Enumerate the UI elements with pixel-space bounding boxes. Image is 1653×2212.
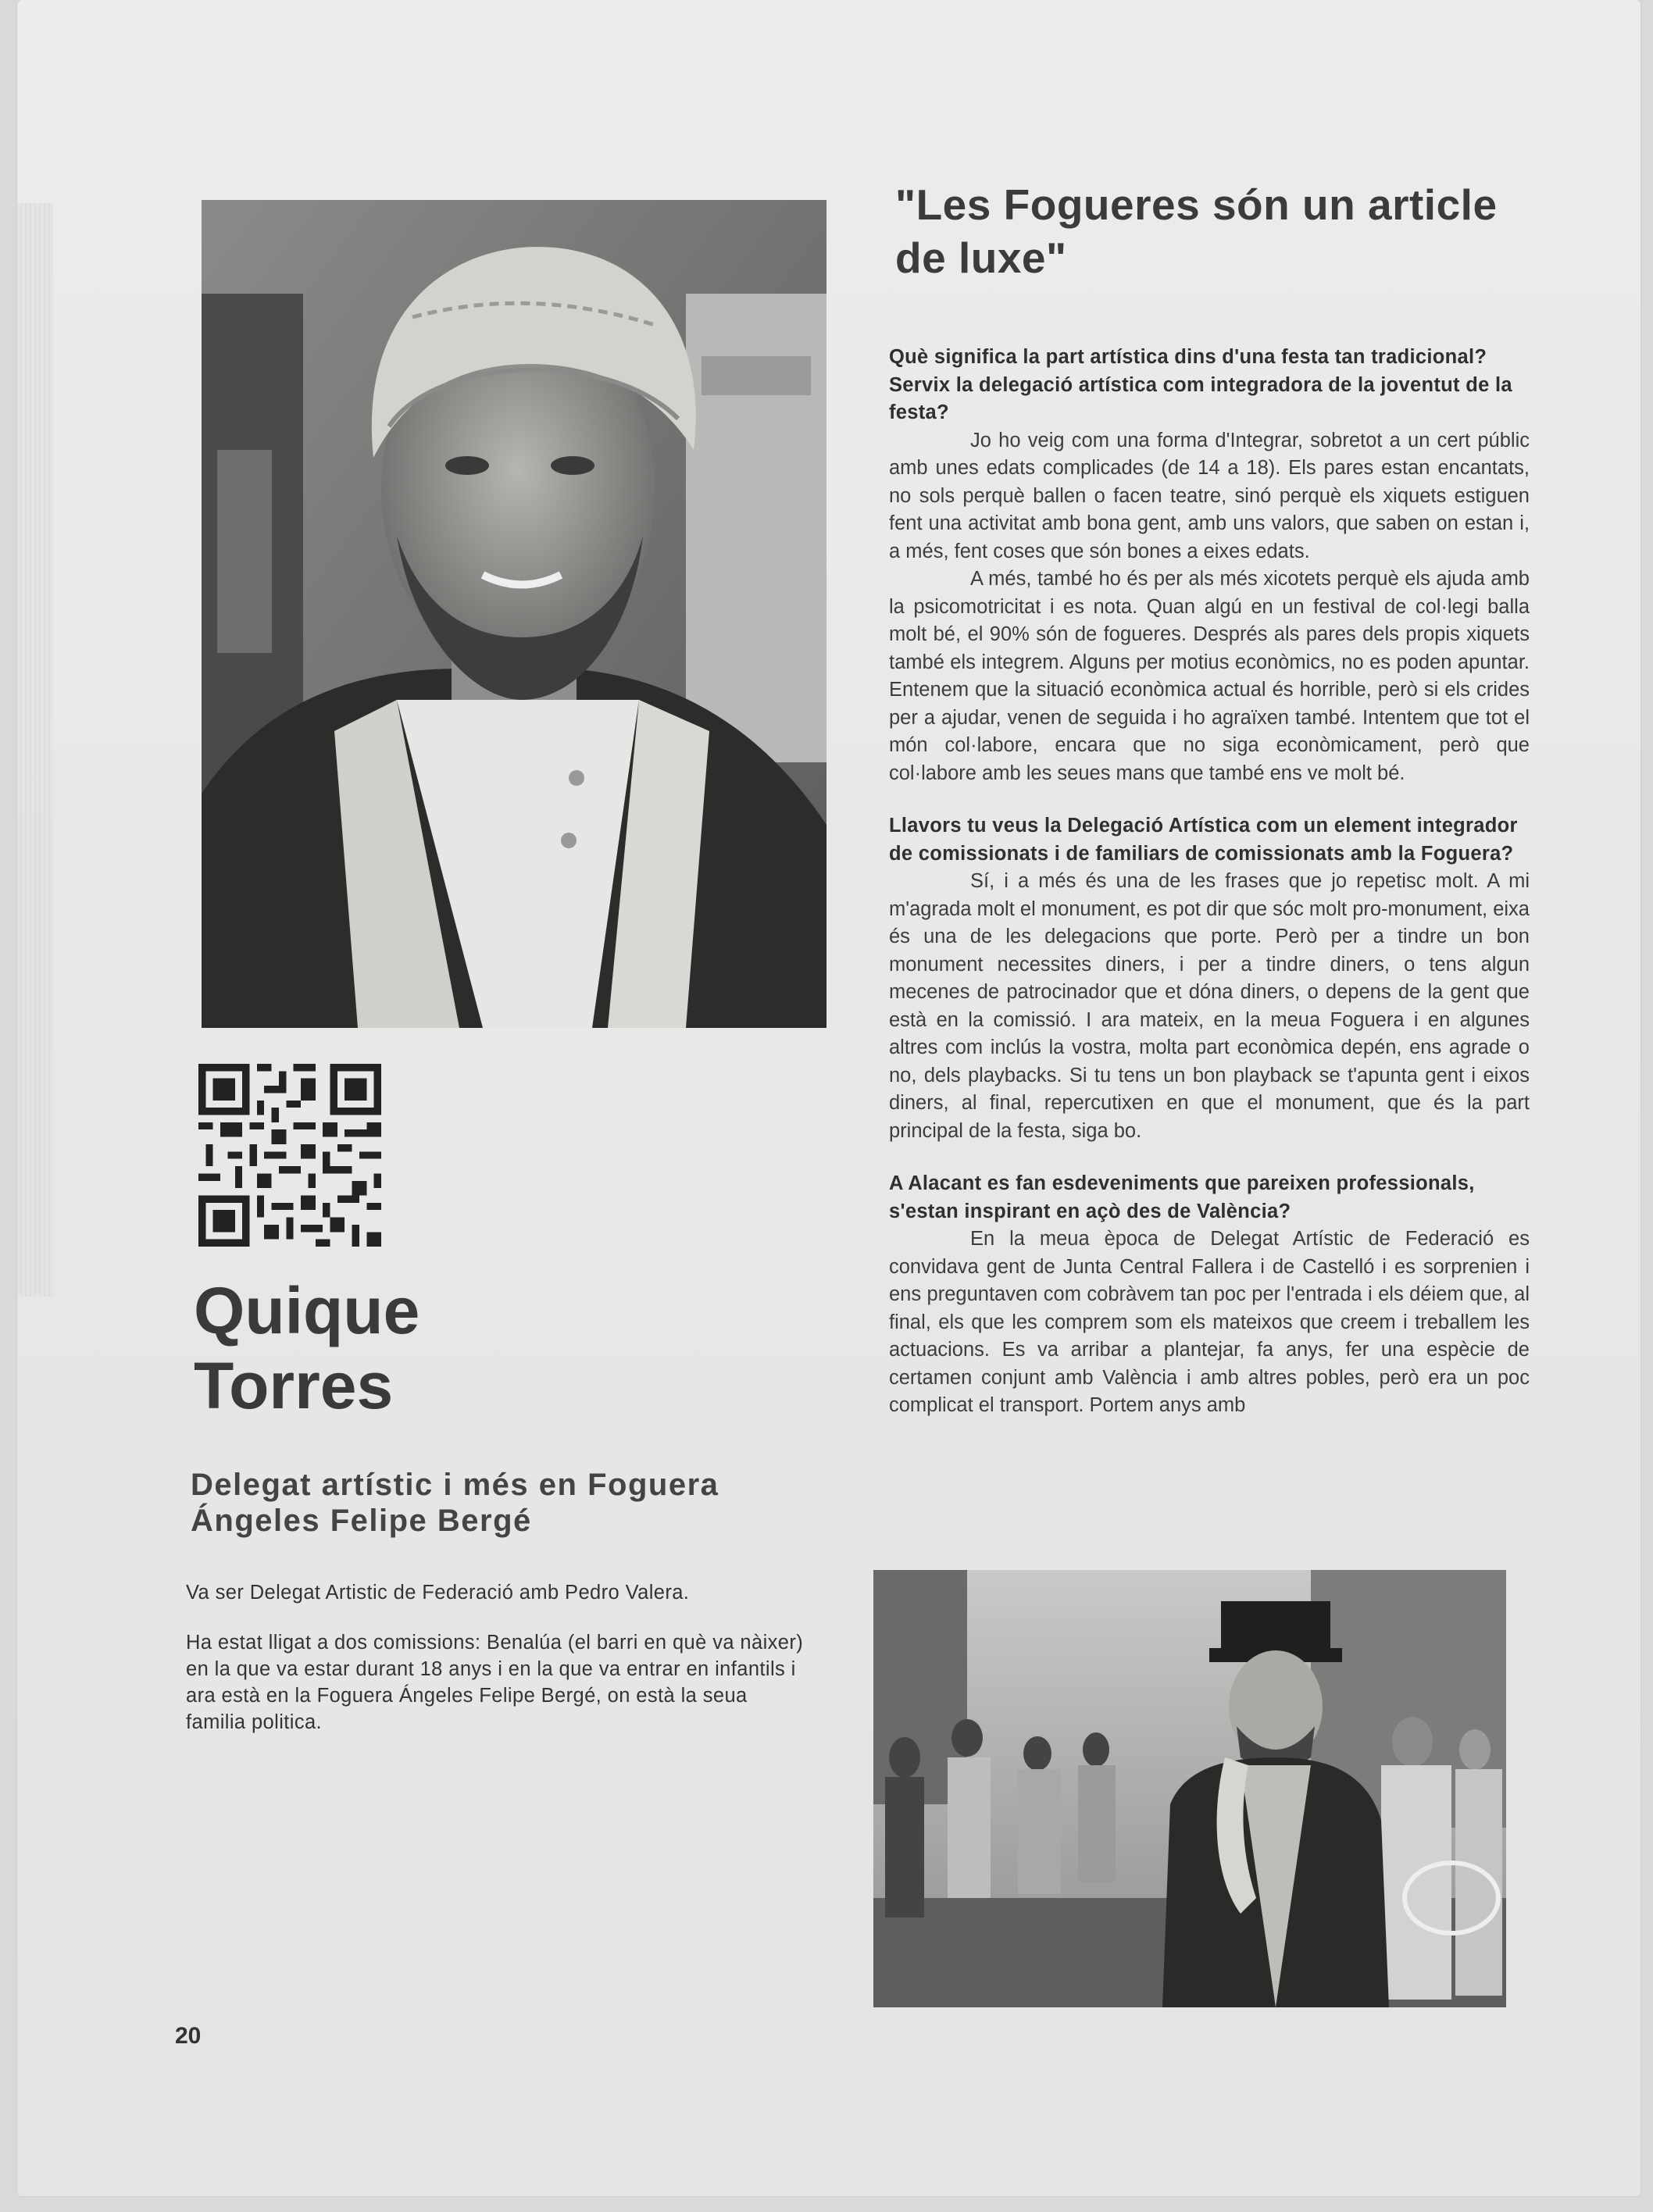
qr-code[interactable] [198,1064,381,1247]
page-edge-stack [17,203,53,1297]
answer-paragraph: En la meua època de Delegat Artístic de Federació es convidava gent de Junta Central Fallera i de Castelló i es sorprenien i ens preguntaven com cobràvem tan poc per l'entrada i els déiem que, al final, els que les comprem som els mateixos que creem i treballem les actuacions. Es va arribar a plantejar, fa anys, fer una espècie de certamen conjunt amb València i amb altres pobles, però era un poc complicat el transport. Portem anys amb [889,1228,1530,1416]
bio-paragraph: Ha estat lligat a dos comissions: Benalúa (el barri en què va nàixer) en la que va estar durant 18 anys i en la que va entrar en infantils i ara està en la Foguera Ángeles Felipe Bergé, on està la seua familia politica. [186,1632,804,1733]
answer-paragraph: A més, també ho és per als més xicotets perquè els ajuda amb la psicomotricitat i es nota. Quan algú en un festival de col·legi balla molt bé, el 90% són de fogueres. Després als pares dels propis xiquets també els integrem. Alguns per motius econòmics, no es poden apuntar. Entenem que la situació econòmica actual és horrible, però si els crides per a ajudar, venen de seguida i ho agraïxen també. Intentem que tot el món col·labore, encara que no siga econòmicament, però que col·labore amb les seues mans que també ens ve molt bé. [889,568,1530,784]
page-number: 20 [175,2023,202,2049]
answer-paragraph: Jo ho veig com una forma d'Integrar, sobretot a un cert públic amb unes edats complicades (de 14 a 18). Els pares estan encantats, no sols perquè ballen o facen teatre, sinó perquè els xiquets estiguen fent una activitat amb bona gent, amb uns valors, que saben on estan i, a més, fent coses que són bones a eixes edats. [889,429,1530,562]
bio-paragraph: Va ser Delegat Artistic de Federació amb Pedro Valera. [186,1582,690,1604]
profile-role [191,1467,816,1539]
question: Què significa la part artística dins d'una festa tan tradicional? Servix la delegació artística com integradora de la joventut de la festa? [889,346,1512,423]
role-line-1: Delegat artístic i més en Foguera [191,1468,719,1502]
question: Llavors tu veus la Delegació Artística com un element integrador de comissionats i de familiars de comissionats amb la Foguera? [889,815,1518,865]
name-first: Quique [194,1274,420,1347]
profile-name [194,1273,678,1423]
portrait-photo [202,200,826,1028]
parade-photo [873,1570,1506,2007]
article-body [889,344,1530,1420]
role-line-2: Ángeles Felipe Bergé [191,1504,532,1538]
name-last: Torres [194,1349,394,1422]
article-title: "Les Fogueres són un article de luxe" [895,180,1498,282]
question: A Alacant es fan esdeveniments que pareixen professionals, s'estan inspirant en açò des de València? [889,1172,1475,1222]
answer-paragraph: Sí, i a més és una de les frases que jo repetisc molt. A mi m'agrada molt el monument, es pot dir que sóc molt pro-monument, eixa és una de les delegacions que porte. Però per a tindre un bon monument necessites diners, i per a tindre diners, o tens algun mecenes de patrocinador que et dóna diners, o depens de la gent que està en la comissió. I ara mateix, en la meua Foguera i en algunes altres com inclús la vostra, molta part econòmica depén, ens agrade o no, dels playbacks. Si tu tens un bon playback se t'apunta gent i eixos diners, al final, repercutixen en que el monument, que és la part principal de la festa, siga bo. [889,870,1530,1142]
profile-bio [186,1579,811,1759]
